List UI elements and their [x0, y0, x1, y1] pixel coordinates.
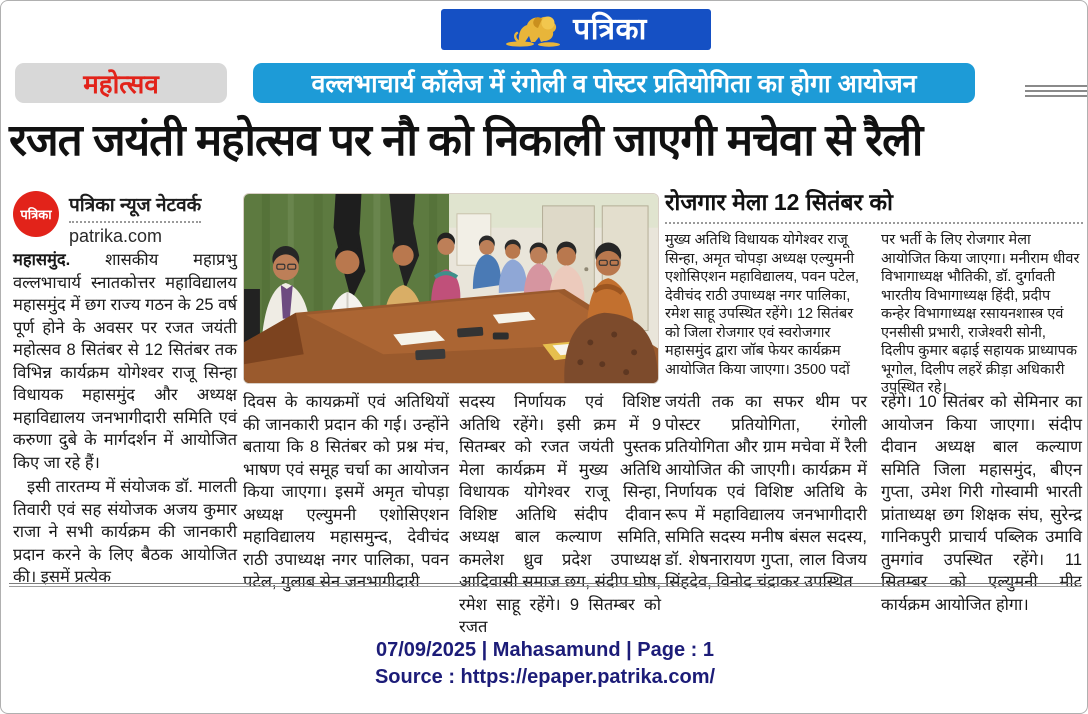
- subarticle-heading: रोजगार मेला 12 सितंबर को: [665, 185, 1083, 224]
- clipping-footer: [1, 639, 1088, 689]
- byline-text: [69, 191, 201, 247]
- article-column-5: रहेंगे। 10 सितंबर को सेमिनार का आयोजन किया जाएगा। संदीप दीवान अध्यक्ष बाल कल्याण समिति जिला महासमुंद, बीएन गुप्ता, उमेश गिरी गोस्वामी भारती प्रांताध्यक्ष छग शिक्षक संघ, सुरेन्द्र गानिकपुरी प्राचार्य पब्लिक उमावि तुमगांव उपस्थित रहेंगे। 11 सितम्बर को एल्युमनी मीट कार्यक्रम आयोजित होगा।: [881, 393, 1082, 614]
- article-photo: [243, 193, 659, 384]
- byline-block: [13, 191, 237, 247]
- article-bottom-rule: [9, 583, 1081, 587]
- subarticle-columns: [665, 231, 1083, 398]
- news-network-label: पत्रिका न्यूज नेटवर्क: [69, 191, 201, 223]
- lion-crest-icon: [505, 13, 563, 47]
- meeting-photo-illustration: [244, 194, 658, 383]
- article-column-3: सदस्य निर्णायक एवं विशिष्ट अतिथि रहेंगे। इसी क्रम में 9 सितम्बर को रजत जयंती पुस्तक मेला कार्यक्रम में मुख्य अतिथि विधायक योगेश्वर राजू सिन्हा, विशिष्ट अतिथि संदीप दीवान अध्यक्ष बाल कल्याण समिति, कमलेश ध्रुव प्रदेश उपाध्यक्ष आदिवासी समाज छग, संदीप घोष, रमेश साहू रहेंगे। 9 सितम्बर को रजत: [459, 393, 661, 636]
- subarticle-rojgar-mela: [665, 185, 1083, 398]
- patrika-logo-icon: पत्रिका: [13, 191, 59, 237]
- article-column-1: [13, 249, 237, 589]
- article-column-4: जयंती तक का सफर थीम पर पोस्टर प्रतियोगिता, रंगोली प्रतियोगिता और ग्राम मचेवा में रैली आयोजित की जाएगी। कार्यक्रम में निर्णायक एवं विशिष्ट अतिथि के रूप में महाविद्यालय जनभागीदारी समिति सदस्य मनीष बंसल सदस्य, डॉ. शेषनारायण गुप्ता, लाल विजय सिंहदेव, विनोद चंद्राकर उपस्थित: [665, 393, 867, 591]
- subarticle-column-1: मुख्य अतिथि विधायक योगेश्वर राजू सिन्हा, अमृत चोपड़ा अध्यक्ष एल्युमनी एशोसिएशन महाविद्यालय, पवन पटेल, देवीचंद राठी उपाध्यक्ष नगर पालिका, रमेश साहू उपस्थित रहेंगे। 12 सितंबर को जिला रोजगार एवं स्वरोजगार महासमुंद द्वारा जॉब फेयर कार्यक्रम आयोजित किया जाएगा। 3500 पदों: [665, 232, 860, 378]
- website-label: patrika.com: [69, 226, 163, 246]
- source-link[interactable]: Source : https://epaper.patrika.com/: [374, 666, 716, 688]
- adjacent-column-rules: [1025, 85, 1087, 100]
- article-column-2: दिवस के कायक्रमों एवं अतिथियों की जानकारी प्रदान की गई। उन्होंने बताया कि 8 सितंबर को प्रश्न मंच, भाषण एवं समूह चर्चा का आयोजन किया जाएगा। इसमें अमृत चोपड़ा अध्यक्ष एल्युमनी एशोसिएशन महाविद्यालय महासमुन्द, देवीचंद राठी उपाध्यक्ष नगर पालिका, पवन पटेल, गुलाब सेन जनभागीदारी: [243, 393, 449, 591]
- kicker-strip-headline: वल्लभाचार्य कॉलेज में रंगोली व पोस्टर प्रतियोगिता का होगा आयोजन: [253, 63, 975, 103]
- patrika-masthead: [441, 9, 711, 50]
- subarticle-column-2: पर भर्ती के लिए रोजगार मेला आयोजित किया जाएगा। मनीराम धीवर विभागाध्यक्ष भौतिकी, डॉ. दुर्गावती भारतीय विभागाध्यक्ष हिंदी, प्रदीप कन्हेर विभागाध्यक्ष रसायनशास्त्र एवं एनसीसी प्रभारी, राजेश्वरी सोनी, दिलीप कुमार बढ़ाई सहायक प्राध्यापक भूगोल, दिलीप लहरें क्रीड़ा अधिकारी उपस्थित रहे।: [881, 232, 1080, 396]
- article-paragraph: इसी तारतम्य में संयोजक डॉ. मालती तिवारी एवं सह संयोजक अजय कुमार राजा ने सभी कार्यक्रम की जानकारी प्रदान करने के लिए बैठक आयोजित की। इसमें प्रत्येक: [13, 478, 237, 586]
- section-kicker-label: महोत्सव: [15, 63, 227, 103]
- masthead-title: पत्रिका: [573, 12, 647, 46]
- main-headline: रजत जयंती महोत्सव पर नौ को निकाली जाएगी मचेवा से रैली: [9, 116, 923, 165]
- date-location-page-label: 07/09/2025 | Mahasamund | Page : 1: [375, 639, 715, 661]
- dateline: महासमुंद.: [13, 251, 71, 269]
- paragraph-text: शासकीय महाप्रभु वल्लभाचार्य स्नातकोत्तर महाविद्यालय महासमुंद में छग राज्य गठन के 25 वर्ष पूर्ण होने के अवसर पर रजत जयंती महोत्सव 8 सितंबर से 12 सितंबर तक विभिन्न कार्यक्रम योगेश्वर राजू सिन्हा विधायक महासमुंद और अध्यक्ष महाविद्यालय जनभागीदारी समिति एवं करुणा दुबे के मार्गदर्शन में आयोजित किए जा रहे हैं।: [13, 251, 237, 472]
- article-paragraph: [13, 249, 237, 474]
